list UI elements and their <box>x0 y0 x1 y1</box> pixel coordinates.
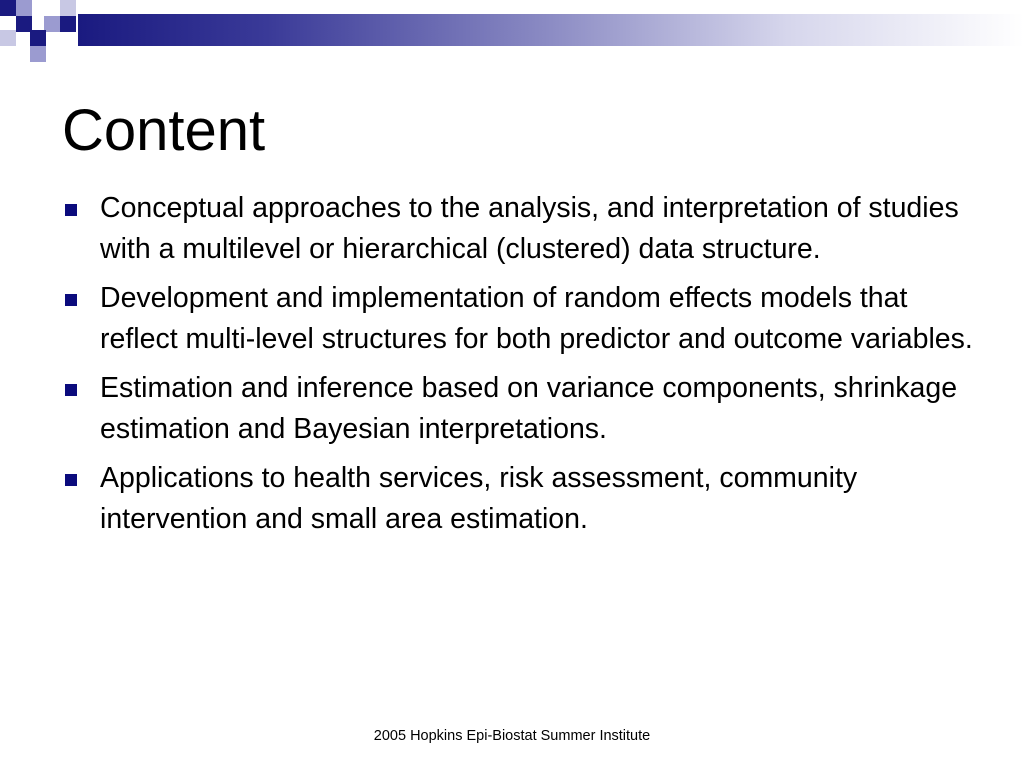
deco-square <box>60 0 76 16</box>
deco-square <box>16 0 32 16</box>
bullet-item <box>62 278 992 360</box>
slide-footer: 2005 Hopkins Epi-Biostat Summer Institute <box>373 728 651 744</box>
bullet-item <box>62 188 992 270</box>
deco-square <box>30 46 46 62</box>
header-gradient-bar <box>78 14 1024 46</box>
square-bullet-icon <box>65 474 77 486</box>
bullet-item <box>62 368 992 450</box>
deco-square <box>0 30 16 46</box>
deco-square <box>60 16 76 32</box>
deco-square <box>0 0 16 16</box>
bullet-text: Estimation and inference based on variance components, shrinkage estimation and Bayesian interpretations. <box>100 372 958 445</box>
deco-square <box>44 16 60 32</box>
bullet-item <box>62 458 992 540</box>
slide-title: Content <box>62 98 266 163</box>
square-bullet-icon <box>65 294 77 306</box>
header-decoration <box>0 0 1024 70</box>
square-bullet-icon <box>65 204 77 216</box>
bullet-text: Applications to health services, risk assessment, community intervention and small area estimation. <box>100 462 858 535</box>
bullet-text: Development and implementation of random effects models that reflect multi-level structures for both predictor and outcome variables. <box>100 282 973 355</box>
deco-square <box>46 32 62 46</box>
square-bullet-icon <box>65 384 77 396</box>
deco-square <box>30 30 46 46</box>
bullet-text: Conceptual approaches to the analysis, and interpretation of studies with a multilevel or hierarchical (clustered) data structure. <box>100 192 959 265</box>
bullet-list <box>62 188 992 548</box>
